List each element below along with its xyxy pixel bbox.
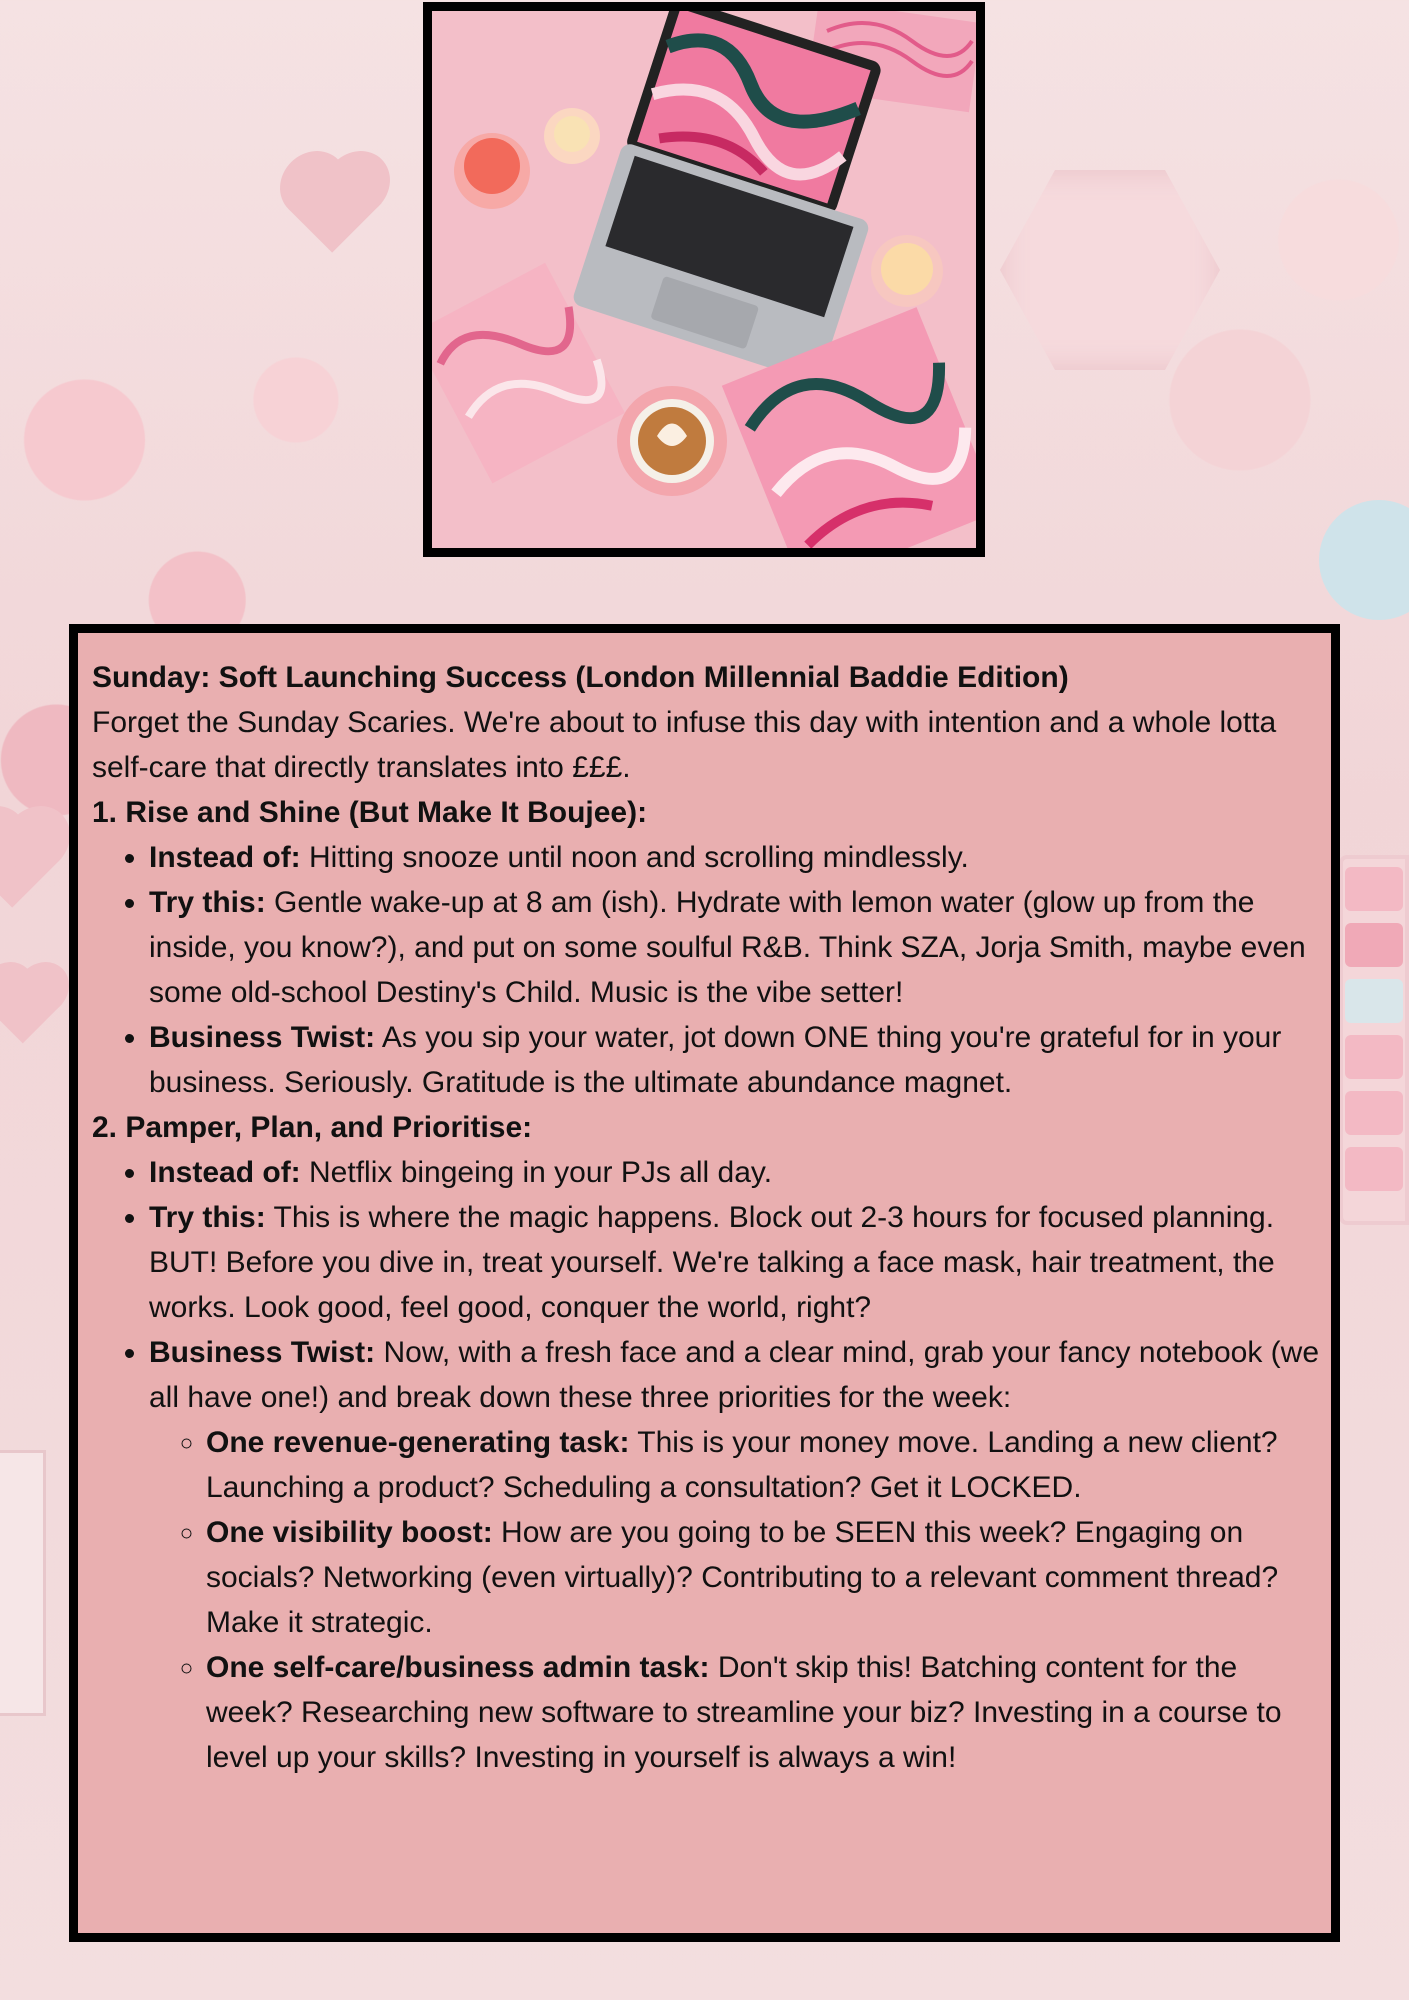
- list-item: • Try this: Gentle wake-up at 8 am (ish). Hydrate with lemon water (glow up from the inside, you know?), and put on some soulful R&B. Think SZA, Jorja Smith, maybe even some old-school Destiny's Child. Music is the vibe setter!: [149, 880, 1321, 1015]
- decorative-heart: [0, 814, 62, 907]
- header-photo: [423, 2, 985, 557]
- section-1-list: [92, 835, 1321, 1105]
- list-item: • Instead of: Hitting snooze until noon and scrolling mindlessly.: [149, 835, 1321, 880]
- list-item: • Business Twist: Now, with a fresh face and a clear mind, grab your fancy notebook (we all have one!) and break down these three priorities for the week: ◦ One revenue-generating task: This is your money move. Landing a new client? Launching a product? Scheduling a consultation? Get it LOCKED. ◦ One visibility boost: How are you going to be SEEN this week? Engaging on socials? Networking (even virtually)? Contributing to a relevant comment thread? Make it strategic. ◦ One self-care/business admin task: Don't skip this! Batching content for the week? Researching new software to streamline your biz? Investing in a course to level up your skills? Investing in yourself is always a win!: [149, 1330, 1321, 1780]
- content-card: [69, 624, 1340, 1942]
- section-2-list: [92, 1150, 1321, 1780]
- sublist-item: ◦ One revenue-generating task: This is your money move. Landing a new client? Launching a product? Scheduling a consultation? Get it LOCKED.: [206, 1420, 1321, 1510]
- decorative-hexagon-box: [1000, 170, 1220, 370]
- sublist-item: ◦ One self-care/business admin task: Don't skip this! Batching content for the week? Researching new software to streamline your biz? Investing in a course to level up your skills? Investing in yourself is always a win!: [206, 1645, 1321, 1780]
- priorities-sublist: [149, 1420, 1321, 1780]
- section-heading: 2. Pamper, Plan, and Prioritise:: [92, 1111, 533, 1144]
- page-title: Sunday: Soft Launching Success (London Millennial Baddie Edition): [92, 661, 1069, 694]
- laptop-flatlay-illustration: [432, 11, 976, 548]
- decorative-blue-flower: [1319, 500, 1409, 620]
- decorative-eyeshadow-palette: [1339, 855, 1409, 1225]
- sublist-item: ◦ One visibility boost: How are you going to be SEEN this week? Engaging on socials? Networking (even virtually)? Contributing to a relevant comment thread? Make it strategic.: [206, 1510, 1321, 1645]
- list-item: • Instead of: Netflix bingeing in your PJs all day.: [149, 1150, 1321, 1195]
- intro-paragraph: Forget the Sunday Scaries. We're about to infuse this day with intention and a whole lotta self-care that directly translates into £££.: [92, 706, 1277, 784]
- decorative-notebook: [0, 1450, 46, 1716]
- list-item: • Try this: This is where the magic happens. Block out 2-3 hours for focused planning. BUT! Before you dive in, treat yourself. We're talking a face mask, hair treatment, the works. Look good, feel good, conquer the world, right?: [149, 1195, 1321, 1330]
- decorative-heart: [0, 969, 62, 1044]
- section-heading: 1. Rise and Shine (But Make It Boujee):: [92, 796, 648, 829]
- decorative-heart: [288, 159, 381, 252]
- list-item: • Business Twist: As you sip your water, jot down ONE thing you're grateful for in your business. Seriously. Gratitude is the ultimate abundance magnet.: [149, 1015, 1321, 1105]
